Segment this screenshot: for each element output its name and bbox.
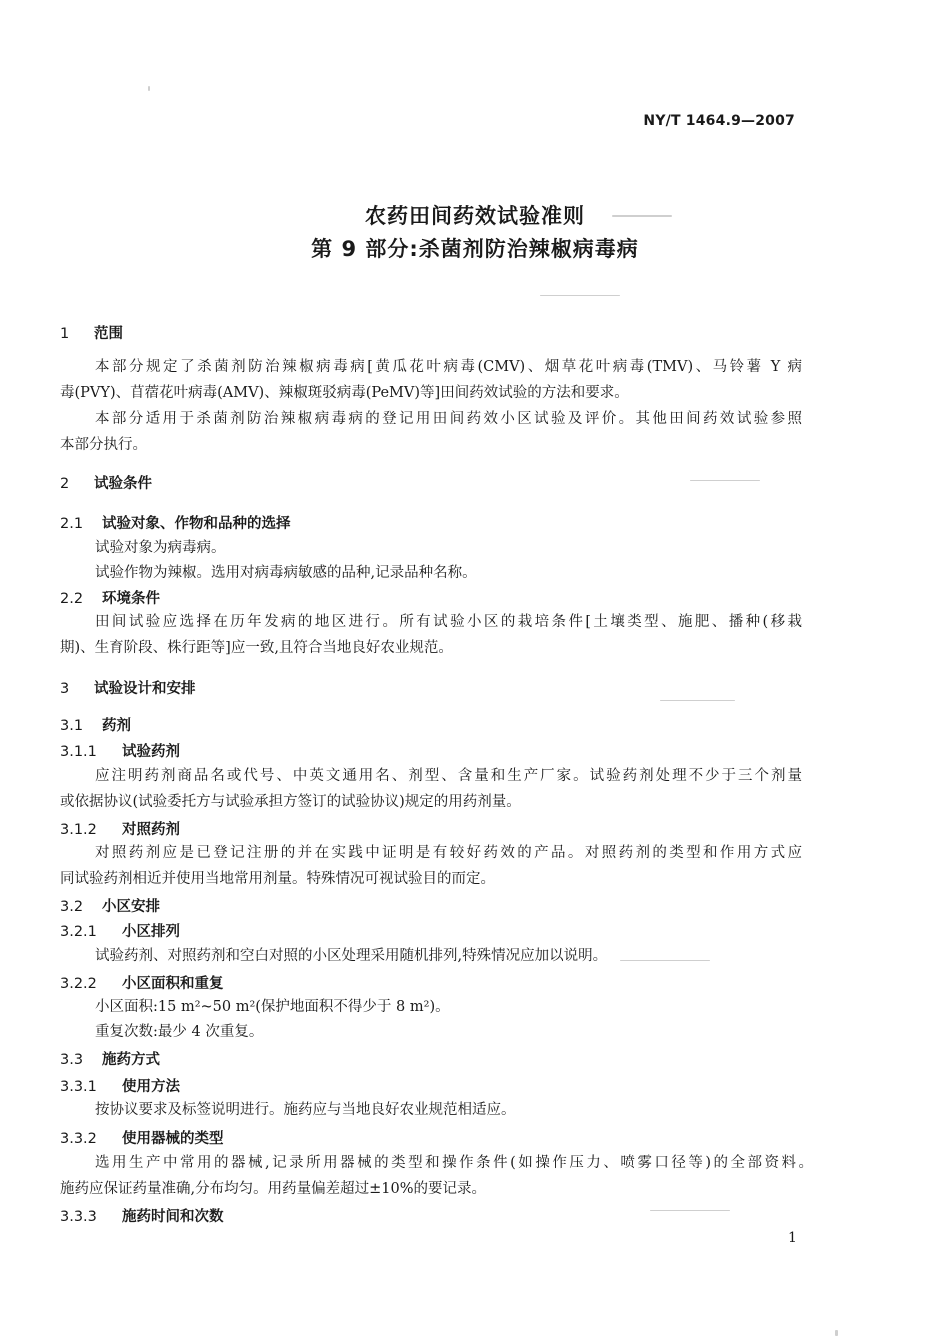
subsection-heading-3-3 [60,1048,160,1069]
section-number: 3.1.2 [60,822,97,838]
section-number: 3.2 [60,899,84,915]
section-number: 3.2.1 [60,924,97,940]
subsection-heading-3-1-1 [60,740,180,761]
scan-speck [690,480,760,481]
section-title: 环境条件 [102,591,160,607]
subsection-heading-3-2-2 [60,972,224,993]
scan-speck [540,295,620,296]
paragraph-line: 毒(PVY)、苜蓿花叶病毒(AMV)、辣椒斑驳病毒(PeMV)等]田间药效试验的方法和要求。 [60,385,629,401]
standard-number: NY/T 1464.9—2007 [643,113,795,129]
paragraph-line: 选用生产中常用的器械,记录所用器械的类型和操作条件(如操作压力、喷雾口径等)的全部资料。 [95,1155,813,1171]
document-title: 农药田间药效试验准则 [365,204,585,228]
paragraph-line: 施药应保证药量准确,分布均匀。用药量偏差超过±10%的要记录。 [60,1181,486,1197]
paragraph-line: 本部分适用于杀菌剂防治辣椒病毒病的登记用田间药效小区试验及评价。其他田间药效试验参照 [95,411,802,427]
subsection-heading-2-2 [60,587,160,608]
section-title: 试验药剂 [122,744,180,760]
paragraph-line: 对照药剂应是已登记注册的并在实践中证明是有较好药效的产品。对照药剂的类型和作用方式应 [95,845,802,861]
section-number: 1 [60,326,70,342]
scan-speck [835,1330,838,1336]
scan-speck [620,960,710,961]
scan-speck [148,86,150,91]
section-number: 3.3 [60,1052,84,1068]
section-title: 小区面积和重复 [122,976,224,992]
paragraph-line: 应注明药剂商品名或代号、中英文通用名、剂型、含量和生产厂家。试验药剂处理不少于三个剂量 [95,768,802,784]
subsection-heading-3-2 [60,895,160,916]
section-number: 2.2 [60,591,84,607]
subsection-heading-3-3-1 [60,1075,180,1096]
paragraph-line: 重复次数:最少 4 次重复。 [95,1024,264,1040]
section-title: 小区排列 [122,924,180,940]
section-title: 施药方式 [102,1052,160,1068]
subsection-heading-3-1-2 [60,818,180,839]
section-title: 范围 [94,326,123,342]
paragraph-line: 田间试验应选择在历年发病的地区进行。所有试验小区的栽培条件[土壤类型、施肥、播种(移栽 [95,614,802,630]
paragraph-line: 按协议要求及标签说明进行。施药应与当地良好农业规范相适应。 [95,1102,516,1118]
paragraph-line: 期)、生育阶段、株行距等]应一致,且符合当地良好农业规范。 [60,640,453,656]
paragraph-line: 小区面积:15 m²~50 m²(保护地面积不得少于 8 m²)。 [95,999,450,1015]
section-title: 试验设计和安排 [94,681,196,697]
section-number: 3.3.3 [60,1209,97,1225]
section-number: 2 [60,476,70,492]
section-number: 2.1 [60,516,84,532]
section-title: 药剂 [102,718,131,734]
section-number: 3 [60,681,70,697]
scan-speck [650,1210,730,1211]
paragraph-line: 试验药剂、对照药剂和空白对照的小区处理采用随机排列,特殊情况应加以说明。 [95,948,608,964]
subsection-heading-3-3-3 [60,1205,224,1226]
paragraph-line: 本部分执行。 [60,437,147,453]
paragraph-line: 或依据协议(试验委托方与试验承担方签订的试验协议)规定的用药剂量。 [60,794,521,810]
section-heading-3 [60,677,196,698]
subsection-heading-2-1 [60,512,291,533]
scan-speck [612,215,672,217]
section-title: 小区安排 [102,899,160,915]
scan-speck [660,700,735,701]
section-heading-1 [60,322,123,343]
section-title: 试验条件 [94,476,152,492]
section-number: 3.1.1 [60,744,97,760]
section-number: 3.3.2 [60,1131,97,1147]
section-title: 使用方法 [122,1079,180,1095]
paragraph-line: 同试验药剂相近并使用当地常用剂量。特殊情况可视试验目的而定。 [60,871,495,887]
document-subtitle: 第 9 部分:杀菌剂防治辣椒病毒病 [311,237,639,261]
subsection-heading-3-3-2 [60,1127,224,1148]
section-title: 施药时间和次数 [122,1209,224,1225]
section-title: 对照药剂 [122,822,180,838]
section-title: 试验对象、作物和品种的选择 [102,516,291,532]
paragraph-line: 本部分规定了杀菌剂防治辣椒病毒病[黄瓜花叶病毒(CMV)、烟草花叶病毒(TMV)、马铃薯 Y 病 [95,359,802,375]
section-number: 3.1 [60,718,84,734]
paragraph-line: 试验作物为辣椒。选用对病毒病敏感的品种,记录品种名称。 [95,565,477,581]
page-number: 1 [788,1230,797,1246]
section-title: 使用器械的类型 [122,1131,224,1147]
section-number: 3.3.1 [60,1079,97,1095]
section-number: 3.2.2 [60,976,97,992]
subsection-heading-3-2-1 [60,920,180,941]
paragraph-line: 试验对象为病毒病。 [95,540,226,556]
subsection-heading-3-1 [60,714,131,735]
section-heading-2 [60,472,152,493]
